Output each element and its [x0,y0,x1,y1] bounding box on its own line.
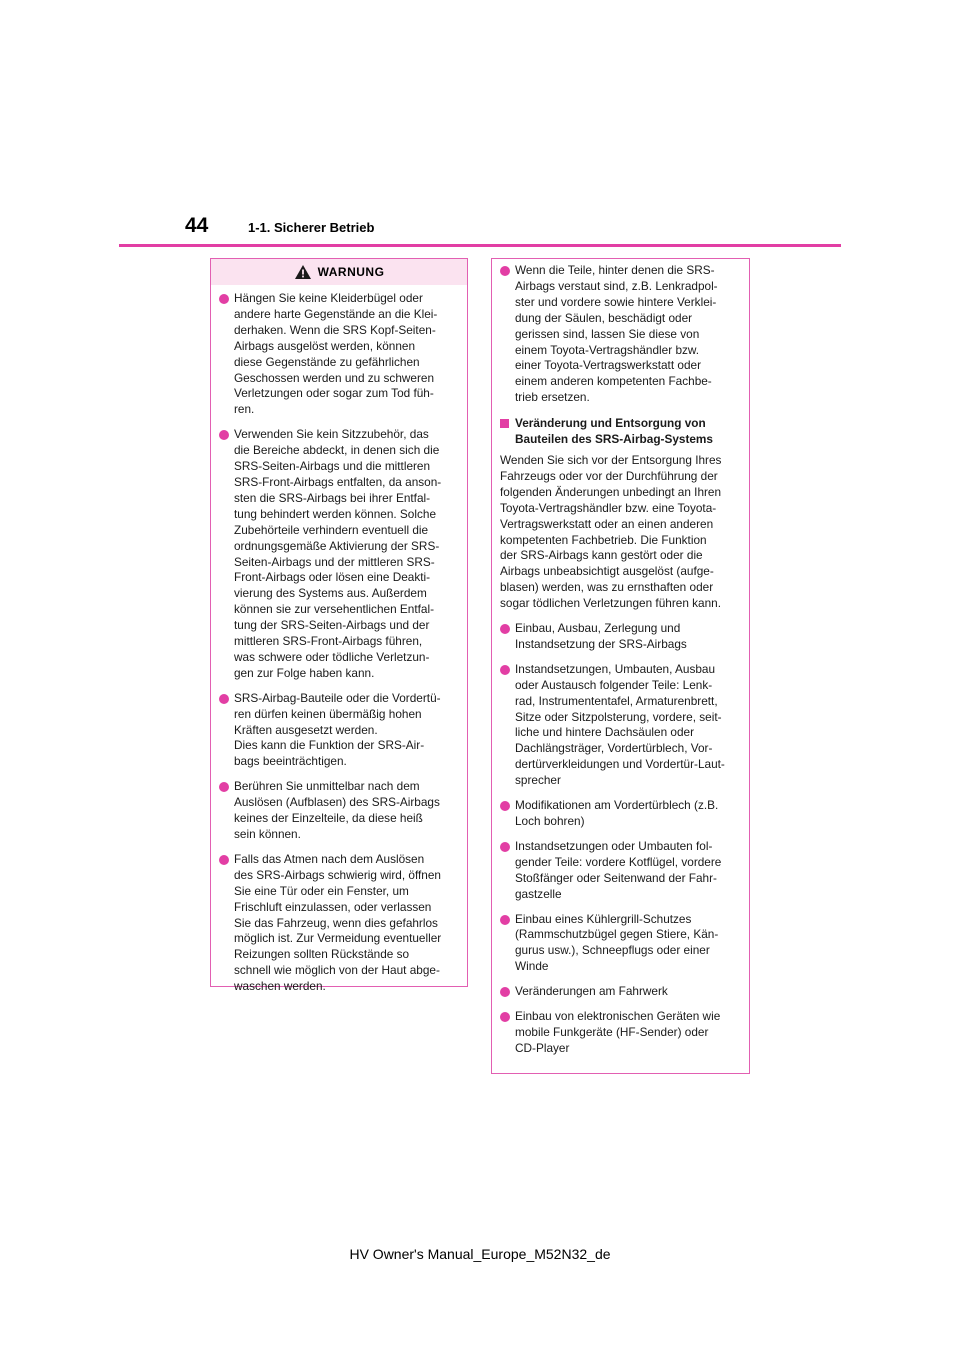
warning-box [210,258,468,994]
bullet-icon [500,801,510,811]
warning-item [219,691,459,771]
warning-item [219,852,459,995]
subheading [500,416,741,448]
square-bullet-icon [500,419,509,428]
warning-triangle-icon [294,264,312,280]
list-item [500,263,741,406]
list-item-text: Einbau von elektronischen Geräten wie mobile Funkgeräte (HF-Sender) oder CD-Player [515,1009,721,1055]
bullet-icon [219,430,229,440]
page-number: 44 [185,214,209,237]
bullet-icon [500,842,510,852]
bullet-icon [500,1012,510,1022]
list-item [500,984,741,1000]
list-item-text: Einbau, Ausbau, Zerlegung und Instandsetzung der SRS-Airbags [515,621,687,651]
warning-item-text: SRS-Airbag-Bauteile oder die Vordertü- ren dürfen keinen übermäßig hohen Kräften ausgesetzt werden. Dies kann die Funktion der SRS-Air- bags beeinträchtigen. [234,690,441,769]
right-column-box [491,258,750,1074]
warning-item-text: Hängen Sie keine Kleiderbügel oder andere harte Gegenstände an die Klei- derhaken. Wenn die SRS Kopf-Seiten- Airbags ausgelöst werden, können diese Gegenstände zu gefährlichen Geschossen werden und zu schweren Verletzungen oder sogar zum Tod füh- ren. [234,291,438,417]
bullet-icon [500,266,510,276]
list-item [500,621,741,653]
bullet-icon [500,624,510,634]
list-item [500,912,741,976]
warning-item-text: Berühren Sie unmittelbar nach dem Auslösen (Aufblasen) des SRS-Airbags keines der Einzelteile, da diese heiß sein können. [234,779,440,841]
warning-item-text: Falls das Atmen nach dem Auslösen des SRS-Airbags schwierig wird, öffnen Sie eine Tür oder ein Fenster, um Frischluft einzulassen, oder verlassen Sie das Fahrzeug, wenn dies gefahrlos möglich ist. Zur Vermeidung eventueller Reizungen sollten Rückstände so schnell wie möglich von der Haut abge- waschen werden. [234,851,442,994]
bullet-icon [219,782,229,792]
warning-item [219,291,459,418]
warning-content [211,285,467,995]
bullet-icon [219,855,229,865]
list-item [500,1009,741,1057]
list-item-text: Instandsetzungen oder Umbauten fol- gender Teile: vordere Kotflügel, vordere Stoßfänger oder Seitenwand der Fahr- gastzelle [515,838,722,901]
list-item-text: Instandsetzungen, Umbauten, Ausbau oder Austausch folgender Teile: Lenk- rad, Instrumententafel, Armaturenbrett, Sitze oder Sitzpolsterung, vordere, seit- liche und hintere Dachsäulen oder Dachlängsträger, Vordertürblech, Vor- dertürverkleidungen und Vordertür-Laut- sprecher [515,661,725,788]
list-item-text: Wenn die Teile, hinter denen die SRS- Airbags verstaut sind, z.B. Lenkradpol- ster und vordere sowie hintere Verklei- dung der Säulen, beschädigt oder gerissen sind, lassen Sie diese von einem Toyota-Vertragshändler bzw. einer Toyota-Vertragswerkstatt oder einem anderen kompetenten Fachbe- trieb ersetzen. [515,263,718,405]
list-item [500,798,741,830]
body-paragraph: Wenden Sie sich vor der Entsorgung Ihres Fahrzeugs oder vor der Durchführung der folgenden Änderungen unbedingt an Ihren Toyota-Vertragshändler bzw. eine Toyota- Vertragswerkstatt oder an einen anderen kompetenten Fachbetrieb. Die Funktion der SRS-Airbags kann gestört oder die Airbags unbeabsichtigt ausgelöst (aufge- blasen) werden, was zu ernsthaften oder sogar tödlichen Verletzungen führen kann. [500,452,722,611]
bullet-icon [219,694,229,704]
list-item-text: Modifikationen am Vordertürblech (z.B. Loch bohren) [515,798,719,828]
list-item-text: Veränderungen am Fahrwerk [515,984,668,999]
warning-item [219,779,459,843]
right-content [492,259,749,1057]
bullet-icon [500,665,510,675]
warning-title: WARNUNG [317,265,385,279]
header-rule [119,244,841,247]
list-item [500,662,741,789]
section-title: 1-1. Sicherer Betrieb [248,220,375,235]
list-item-text: Einbau eines Kühlergrill-Schutzes (Rammschutzbügel gegen Stiere, Kän- gurus usw.), Schneepflugs oder einer Winde [515,911,719,974]
list-item [500,839,741,903]
bullet-icon [500,915,510,925]
bullet-icon [500,987,510,997]
footer-text: HV Owner's Manual_Europe_M52N32_de [349,1246,611,1262]
warning-header [211,259,467,285]
subheading-text: Veränderung und Entsorgung von Bauteilen des SRS-Airbag-Systems [515,416,713,447]
warning-item-text: Verwenden Sie kein Sitzzubehör, das die Bereiche abdeckt, in denen sich die SRS-Seiten-Airbags und die mittleren SRS-Front-Airbags entfalten, da anson- sten die SRS-Airbags bei ihrer Entfal- tung behindert werden können. Solche Zubehörteile verhindern eventuell die ordnungsgemäße Aktivierung der SRS- Seiten-Airbags und der mittleren SRS- Front-Airbags oder lösen eine Deakti- vierung des Systems aus. Außerdem können sie zur versehentlichen Entfal- tung der SRS-Seiten-Airbags und der mittleren SRS-Front-Airbags führen, was schwere oder tödliche Verletzun- gen zur Folge haben kann. [234,427,442,680]
warning-item [219,427,459,682]
bullet-icon [219,294,229,304]
